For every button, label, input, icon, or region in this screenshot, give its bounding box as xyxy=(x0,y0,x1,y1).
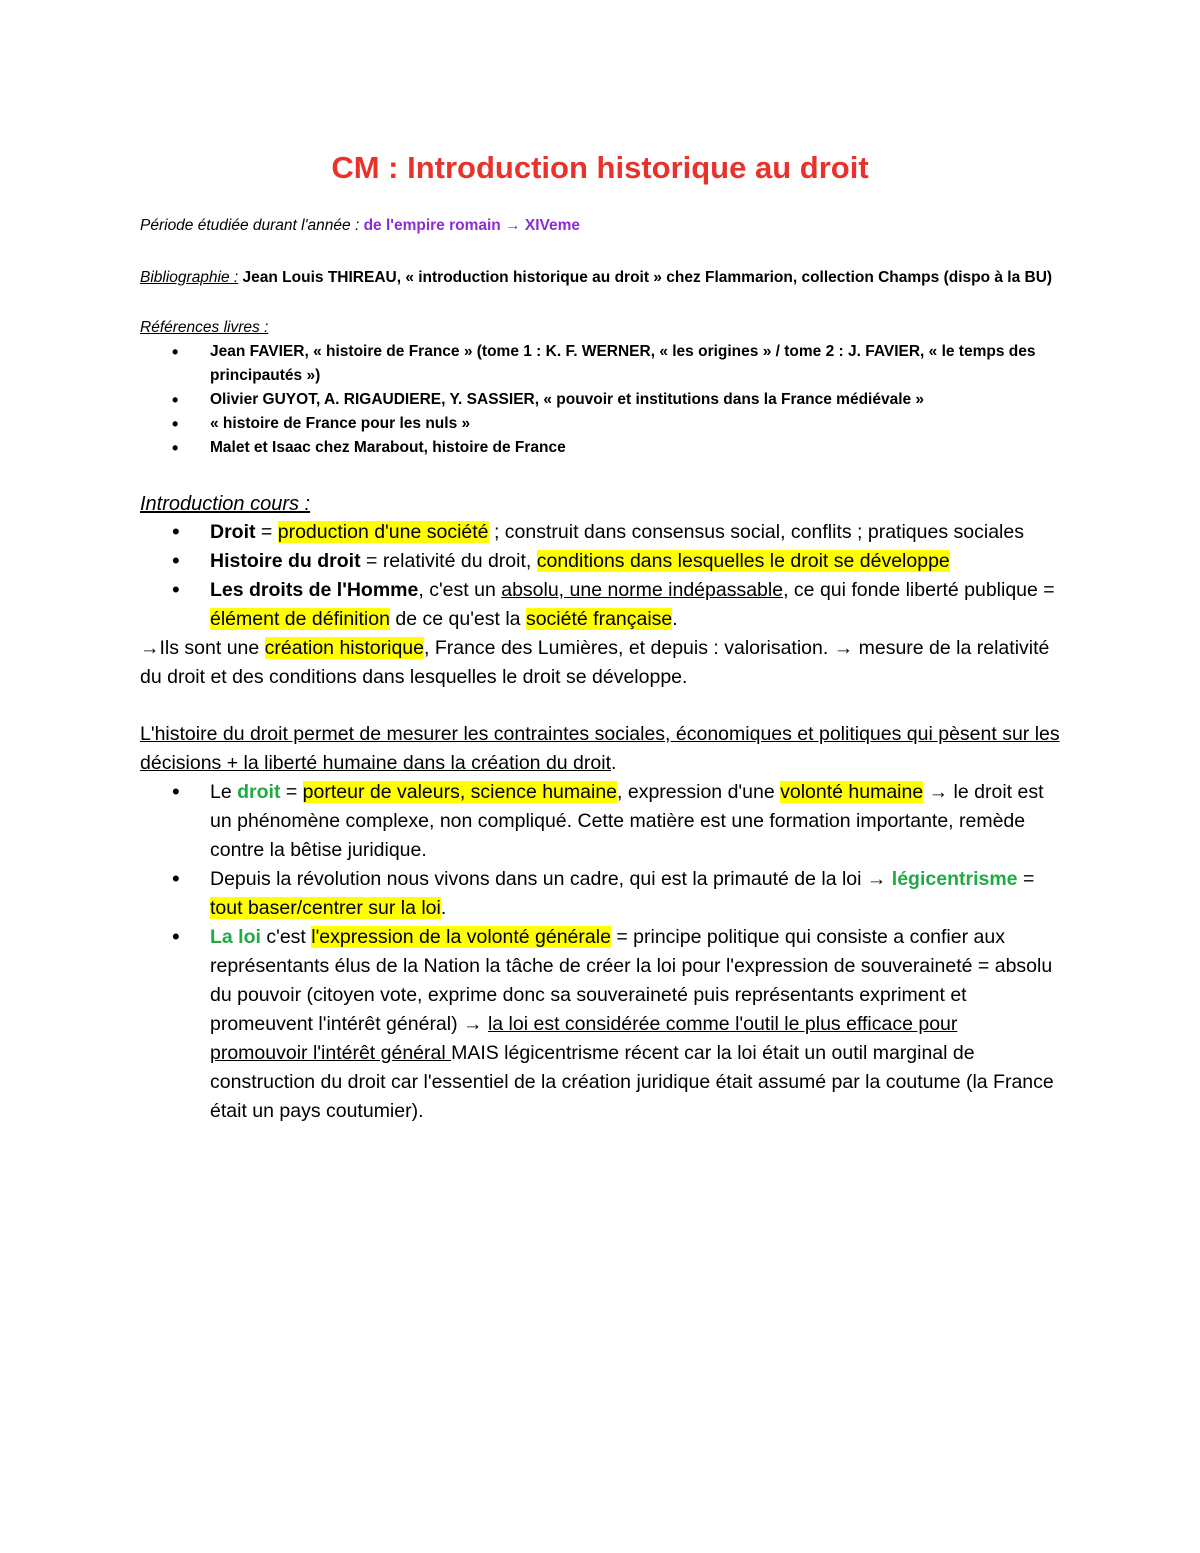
references-label-text: Références livres : xyxy=(140,319,269,336)
bullet-text: , c'est un xyxy=(418,579,502,601)
term-histoire-du-droit: Histoire du droit xyxy=(210,550,361,572)
underlined-text: la loi est considérée comme l'outil le plus efficace pour promouvoir l'intérêt général xyxy=(210,1013,958,1064)
references-label xyxy=(140,316,1060,340)
document-page xyxy=(140,140,1060,1126)
highlight-text: tout baser/centrer sur la loi xyxy=(210,897,441,919)
bullet-la-loi xyxy=(140,923,1060,1126)
bullet-text: → le droit est un phénomène complexe, non compliqué. Cette matière est une formation importante, remède contre la bêtise juridique. xyxy=(210,781,1044,861)
bullet-text: MAIS légicentrisme récent car la loi était un outil marginal de construction du droit car l'essentiel de la création juridique était assumé par la coutume (la France était un pays coutumier). xyxy=(210,1042,1054,1122)
period-line xyxy=(140,214,1060,238)
reference-item: • Malet et Isaac chez Marabout, histoire de France xyxy=(140,436,1060,460)
paragraph-text: . xyxy=(611,752,617,774)
highlight-text: l'expression de la volonté générale xyxy=(311,926,611,948)
highlight-text: création historique xyxy=(264,637,424,659)
highlight-text: conditions dans lesquelles le droit se développe xyxy=(536,550,950,572)
paragraph-histoire-du-droit xyxy=(140,720,1060,778)
highlight-text: élément de définition xyxy=(210,608,390,630)
bullet-loi-list xyxy=(140,923,1060,1126)
equals-sign: = xyxy=(280,781,303,803)
bullet-text: = relativité du droit, xyxy=(360,550,537,572)
underlined-text: absolu, une norme indépassable xyxy=(501,579,784,601)
paragraph-text: →Ils sont une xyxy=(140,637,265,659)
green-term: légicentrisme xyxy=(891,868,1018,890)
bullet-text: , ce qui fonde liberté publique = xyxy=(783,579,1055,601)
bullet-histoire-du-droit xyxy=(140,547,1060,576)
bullet-text: de ce qu'est la xyxy=(389,608,526,630)
period-value: de l'empire romain → XIVeme xyxy=(363,217,581,234)
intro-bullets xyxy=(140,518,1060,634)
paragraph-creation-historique xyxy=(140,634,1060,692)
bullet-revolution-list xyxy=(140,865,1060,923)
bibliography-line xyxy=(140,266,1060,290)
bullet-text: . xyxy=(672,608,678,630)
bibliography-label: Bibliographie : xyxy=(140,269,239,286)
bullet-droit-definition xyxy=(140,518,1060,547)
bullet-revolution xyxy=(140,865,1060,923)
underlined-text: L'histoire du droit permet de mesurer les contraintes sociales, économiques et politiques qui pèsent sur les décisions + la liberté humaine dans la création du droit xyxy=(140,723,1060,774)
bullet-droit-valeurs xyxy=(140,778,1060,865)
paragraph-text: , France des Lumières, et depuis : valorisation. → mesure de la relativité du droit et des conditions dans lesquelles le droit se développe. xyxy=(140,637,1050,688)
term-droits-de-l-homme: Les droits de l'Homme xyxy=(210,579,419,601)
highlight-text: société française xyxy=(525,608,673,630)
bullet-text: Le xyxy=(210,781,238,803)
equals-sign: = xyxy=(255,521,278,543)
intro-heading: Introduction cours : xyxy=(140,493,311,515)
highlight-text: production d'une société xyxy=(277,521,489,543)
bullet-text: Depuis la révolution nous vivons dans un cadre, qui est la primauté de la loi → xyxy=(210,868,892,890)
bullet-droit-list xyxy=(140,778,1060,865)
period-label: Période étudiée durant l'année : xyxy=(140,217,360,234)
bullet-text: , expression d'une xyxy=(617,781,781,803)
page-title: CM : Introduction historique au droit xyxy=(331,150,869,185)
bullet-text: . xyxy=(440,897,447,919)
bullet-text: c'est xyxy=(260,926,312,948)
reference-item: • Jean FAVIER, « histoire de France » (tome 1 : K. F. WERNER, « les origines » / tome 2 : J. FAVIER, « le temps des principautés ») xyxy=(140,340,1060,388)
bullet-text: = principe politique qui consiste a confier aux représentants élus de la Nation la tâche de créer la loi pour l'expression de souveraineté = absolu du pouvoir (citoyen vote, exprime donc sa souveraineté puis représentants expriment et promeuvent l'intérêt général) → xyxy=(210,926,1053,1035)
equals-sign: = xyxy=(1017,868,1035,890)
highlight-text: volonté humaine xyxy=(780,781,924,803)
highlight-text: porteur de valeurs, science humaine xyxy=(302,781,618,803)
bullet-droits-de-l-homme xyxy=(140,576,1060,634)
bibliography-text: Jean Louis THIREAU, « introduction historique au droit » chez Flammarion, collection Champs (dispo à la BU) xyxy=(238,269,1053,286)
bullet-text: ; construit dans consensus social, conflits ; pratiques sociales xyxy=(488,521,1024,543)
reference-item: • Olivier GUYOT, A. RIGAUDIERE, Y. SASSIER, « pouvoir et institutions dans la France médiévale » xyxy=(140,388,1060,412)
reference-item: • « histoire de France pour les nuls » xyxy=(140,412,1060,436)
references-list xyxy=(140,340,1060,460)
green-term: droit xyxy=(237,781,281,803)
green-term: La loi xyxy=(210,926,261,948)
term-droit: Droit xyxy=(210,521,256,543)
